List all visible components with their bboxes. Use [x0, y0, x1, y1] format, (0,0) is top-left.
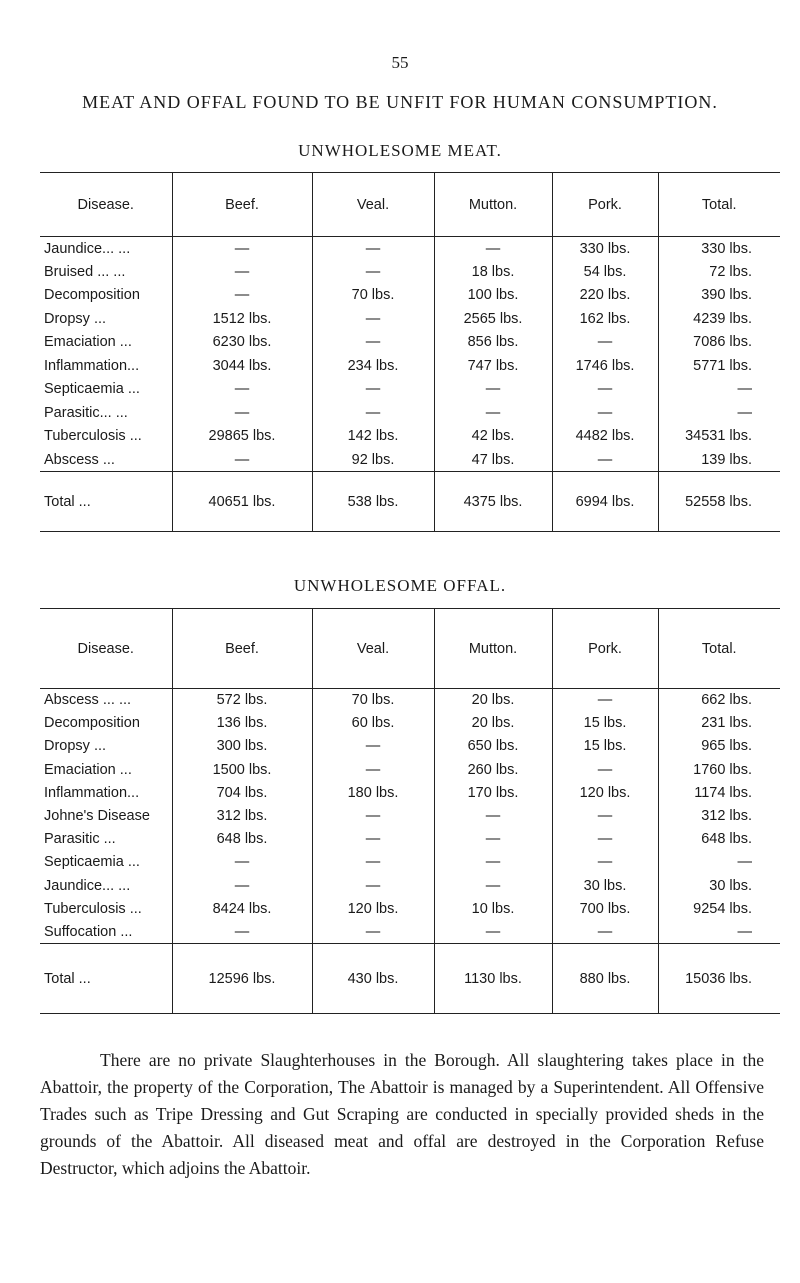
disease-cell: Suffocation ...	[44, 923, 133, 940]
table-row	[40, 237, 780, 261]
table-row	[40, 874, 780, 897]
mutton-cell: —	[434, 237, 552, 261]
veal-cell: 120 lbs.	[312, 897, 434, 920]
pork-cell: 162 lbs.	[552, 307, 658, 331]
table-row	[40, 735, 780, 758]
veal-cell: 70 lbs.	[312, 284, 434, 308]
veal-cell: —	[312, 828, 434, 851]
veal-cell: —	[312, 378, 434, 402]
total-total: 52558 lbs.	[658, 472, 780, 532]
total-cell: 5771 lbs.	[658, 354, 780, 378]
beef-cell: 3044 lbs.	[172, 354, 312, 378]
mutton-cell: 260 lbs.	[434, 758, 552, 781]
veal-cell: 234 lbs.	[312, 354, 434, 378]
beef-cell: —	[172, 851, 312, 874]
pork-cell: —	[552, 401, 658, 425]
disease-cell: Inflammation...	[44, 784, 140, 801]
total-cell: 1174 lbs.	[658, 781, 780, 804]
column-header: Mutton.	[434, 609, 552, 689]
pork-cell: —	[552, 448, 658, 472]
column-header: Total.	[658, 609, 780, 689]
veal-cell: —	[312, 237, 434, 261]
mutton-cell: 20 lbs.	[434, 689, 552, 712]
total-cell: 7086 lbs.	[658, 331, 780, 355]
total-cell: 965 lbs.	[658, 735, 780, 758]
total-cell: 30 lbs.	[658, 874, 780, 897]
total-pork: 6994 lbs.	[552, 472, 658, 532]
total-label: Total ...	[40, 944, 172, 1014]
page-title: MEAT AND OFFAL FOUND TO BE UNFIT FOR HUMAN CONSUMPTION.	[82, 92, 718, 112]
disease-cell: Decomposition	[44, 715, 140, 732]
table-row	[40, 758, 780, 781]
beef-cell: 29865 lbs.	[172, 425, 312, 449]
beef-cell: —	[172, 284, 312, 308]
veal-cell: —	[312, 401, 434, 425]
meat-header-row	[40, 173, 780, 237]
disease-cell: Abscess ... ...	[44, 692, 132, 709]
table-row	[40, 804, 780, 827]
offal-table-body	[40, 689, 780, 944]
pork-cell: 54 lbs.	[552, 260, 658, 284]
pork-cell: —	[552, 920, 658, 943]
pork-cell: 220 lbs.	[552, 284, 658, 308]
veal-cell: —	[312, 307, 434, 331]
table-row	[40, 284, 780, 308]
beef-cell: 704 lbs.	[172, 781, 312, 804]
disease-cell: Tuberculosis ...	[44, 428, 142, 445]
offal-total-row	[40, 944, 780, 1014]
mutton-cell: —	[434, 378, 552, 402]
total-beef: 40651 lbs.	[172, 472, 312, 532]
pork-cell: —	[552, 851, 658, 874]
mutton-cell: 856 lbs.	[434, 331, 552, 355]
beef-cell: —	[172, 378, 312, 402]
beef-cell: —	[172, 920, 312, 943]
mutton-cell: 20 lbs.	[434, 712, 552, 735]
beef-cell: 572 lbs.	[172, 689, 312, 712]
beef-cell: 136 lbs.	[172, 712, 312, 735]
beef-cell: 6230 lbs.	[172, 331, 312, 355]
table-row	[40, 378, 780, 402]
beef-cell: —	[172, 260, 312, 284]
pork-cell: 330 lbs.	[552, 237, 658, 261]
pork-cell: —	[552, 378, 658, 402]
mutton-cell: 747 lbs.	[434, 354, 552, 378]
beef-cell: —	[172, 874, 312, 897]
total-cell: 4239 lbs.	[658, 307, 780, 331]
total-cell: 34531 lbs.	[658, 425, 780, 449]
beef-cell: 1512 lbs.	[172, 307, 312, 331]
disease-cell: Inflammation...	[44, 357, 140, 374]
beef-cell: —	[172, 401, 312, 425]
disease-cell: Dropsy ...	[44, 310, 107, 327]
beef-cell: 300 lbs.	[172, 735, 312, 758]
pork-cell: —	[552, 331, 658, 355]
table-row	[40, 401, 780, 425]
veal-cell: 92 lbs.	[312, 448, 434, 472]
disease-cell: Decomposition	[44, 287, 140, 304]
disease-cell: Emaciation ...	[44, 761, 132, 778]
column-header: Pork.	[552, 173, 658, 237]
veal-cell: —	[312, 804, 434, 827]
total-cell: —	[658, 920, 780, 943]
table-row	[40, 354, 780, 378]
mutton-cell: —	[434, 920, 552, 943]
total-cell: —	[658, 401, 780, 425]
disease-cell: Septicaemia ...	[44, 854, 140, 871]
pork-cell: 30 lbs.	[552, 874, 658, 897]
mutton-cell: 18 lbs.	[434, 260, 552, 284]
pork-cell: 4482 lbs.	[552, 425, 658, 449]
total-cell: 312 lbs.	[658, 804, 780, 827]
mutton-cell: 650 lbs.	[434, 735, 552, 758]
offal-table-heading: UNWHOLESOME OFFAL.	[293, 576, 507, 595]
beef-cell: 8424 lbs.	[172, 897, 312, 920]
total-cell: 648 lbs.	[658, 828, 780, 851]
column-header: Disease.	[40, 173, 172, 237]
total-cell: —	[658, 378, 780, 402]
disease-cell: Jaundice... ...	[44, 240, 131, 257]
column-header: Mutton.	[434, 173, 552, 237]
veal-cell: 70 lbs.	[312, 689, 434, 712]
column-header: Veal.	[312, 173, 434, 237]
total-veal: 430 lbs.	[312, 944, 434, 1014]
total-cell: 139 lbs.	[658, 448, 780, 472]
total-cell: 72 lbs.	[658, 260, 780, 284]
pork-cell: —	[552, 828, 658, 851]
column-header: Total.	[658, 173, 780, 237]
disease-cell: Parasitic ...	[44, 831, 116, 848]
total-cell: 9254 lbs.	[658, 897, 780, 920]
column-header: Beef.	[172, 609, 312, 689]
table-row	[40, 781, 780, 804]
meat-table-heading: UNWHOLESOME MEAT.	[298, 141, 502, 160]
total-total: 15036 lbs.	[658, 944, 780, 1014]
mutton-cell: 170 lbs.	[434, 781, 552, 804]
mutton-cell: 2565 lbs.	[434, 307, 552, 331]
table-row	[40, 331, 780, 355]
disease-cell: Emaciation ...	[44, 334, 132, 351]
column-header: Veal.	[312, 609, 434, 689]
offal-header-row	[40, 609, 780, 689]
column-header: Disease.	[40, 609, 172, 689]
mutton-cell: 100 lbs.	[434, 284, 552, 308]
table-row	[40, 712, 780, 735]
pork-cell: 15 lbs.	[552, 735, 658, 758]
column-header: Beef.	[172, 173, 312, 237]
meat-total-row	[40, 472, 780, 532]
mutton-cell: —	[434, 874, 552, 897]
mutton-cell: —	[434, 804, 552, 827]
beef-cell: —	[172, 237, 312, 261]
total-cell: 390 lbs.	[658, 284, 780, 308]
table-row	[40, 897, 780, 920]
veal-cell: —	[312, 260, 434, 284]
mutton-cell: —	[434, 851, 552, 874]
mutton-cell: 42 lbs.	[434, 425, 552, 449]
table-row	[40, 307, 780, 331]
total-mutton: 4375 lbs.	[434, 472, 552, 532]
total-cell: —	[658, 851, 780, 874]
beef-cell: 312 lbs.	[172, 804, 312, 827]
veal-cell: 60 lbs.	[312, 712, 434, 735]
disease-cell: Abscess ...	[44, 451, 115, 468]
veal-cell: 180 lbs.	[312, 781, 434, 804]
veal-cell: —	[312, 331, 434, 355]
table-row	[40, 448, 780, 472]
disease-cell: Parasitic... ...	[44, 404, 128, 421]
total-cell: 231 lbs.	[658, 712, 780, 735]
pork-cell: 700 lbs.	[552, 897, 658, 920]
pork-cell: 15 lbs.	[552, 712, 658, 735]
disease-cell: Tuberculosis ...	[44, 900, 142, 917]
unwholesome-offal-table	[40, 608, 780, 1014]
column-header: Pork.	[552, 609, 658, 689]
mutton-cell: 47 lbs.	[434, 448, 552, 472]
pork-cell: —	[552, 804, 658, 827]
disease-cell: Bruised ... ...	[44, 263, 126, 280]
veal-cell: —	[312, 735, 434, 758]
disease-cell: Johne's Disease	[44, 808, 150, 825]
pork-cell: 1746 lbs.	[552, 354, 658, 378]
disease-cell: Septicaemia ...	[44, 381, 140, 398]
page-number: 55	[391, 53, 409, 72]
total-cell: 330 lbs.	[658, 237, 780, 261]
total-mutton: 1130 lbs.	[434, 944, 552, 1014]
table-row	[40, 920, 780, 943]
disease-cell: Jaundice... ...	[44, 877, 131, 894]
veal-cell: —	[312, 874, 434, 897]
pork-cell: —	[552, 689, 658, 712]
total-veal: 538 lbs.	[312, 472, 434, 532]
table-row	[40, 828, 780, 851]
total-cell: 1760 lbs.	[658, 758, 780, 781]
table-row	[40, 689, 780, 712]
table-row	[40, 851, 780, 874]
total-beef: 12596 lbs.	[172, 944, 312, 1014]
veal-cell: —	[312, 851, 434, 874]
veal-cell: —	[312, 758, 434, 781]
veal-cell: —	[312, 920, 434, 943]
disease-cell: Dropsy ...	[44, 738, 107, 755]
veal-cell: 142 lbs.	[312, 425, 434, 449]
beef-cell: 1500 lbs.	[172, 758, 312, 781]
beef-cell: 648 lbs.	[172, 828, 312, 851]
pork-cell: 120 lbs.	[552, 781, 658, 804]
total-cell: 662 lbs.	[658, 689, 780, 712]
pork-cell: —	[552, 758, 658, 781]
mutton-cell: —	[434, 828, 552, 851]
total-pork: 880 lbs.	[552, 944, 658, 1014]
unwholesome-meat-table	[40, 172, 780, 532]
meat-table-body	[40, 237, 780, 472]
table-row	[40, 260, 780, 284]
mutton-cell: —	[434, 401, 552, 425]
table-row	[40, 425, 780, 449]
beef-cell: —	[172, 448, 312, 472]
body-paragraph: There are no private Slaughterhouses in the Borough. All slaughtering takes place in the Abattoir, the property of the Corporation, The Abattoir is managed by a Superintendent. All Offensive Trades such as Tripe Dressing and Gut Scraping are conducted in specially provided sheds in the grounds of the Abattoir. All diseased meat and offal are destroyed in the Corporation Refuse Destructor, which adjoins the Abattoir.	[40, 1050, 764, 1178]
mutton-cell: 10 lbs.	[434, 897, 552, 920]
total-label: Total ...	[40, 472, 172, 532]
